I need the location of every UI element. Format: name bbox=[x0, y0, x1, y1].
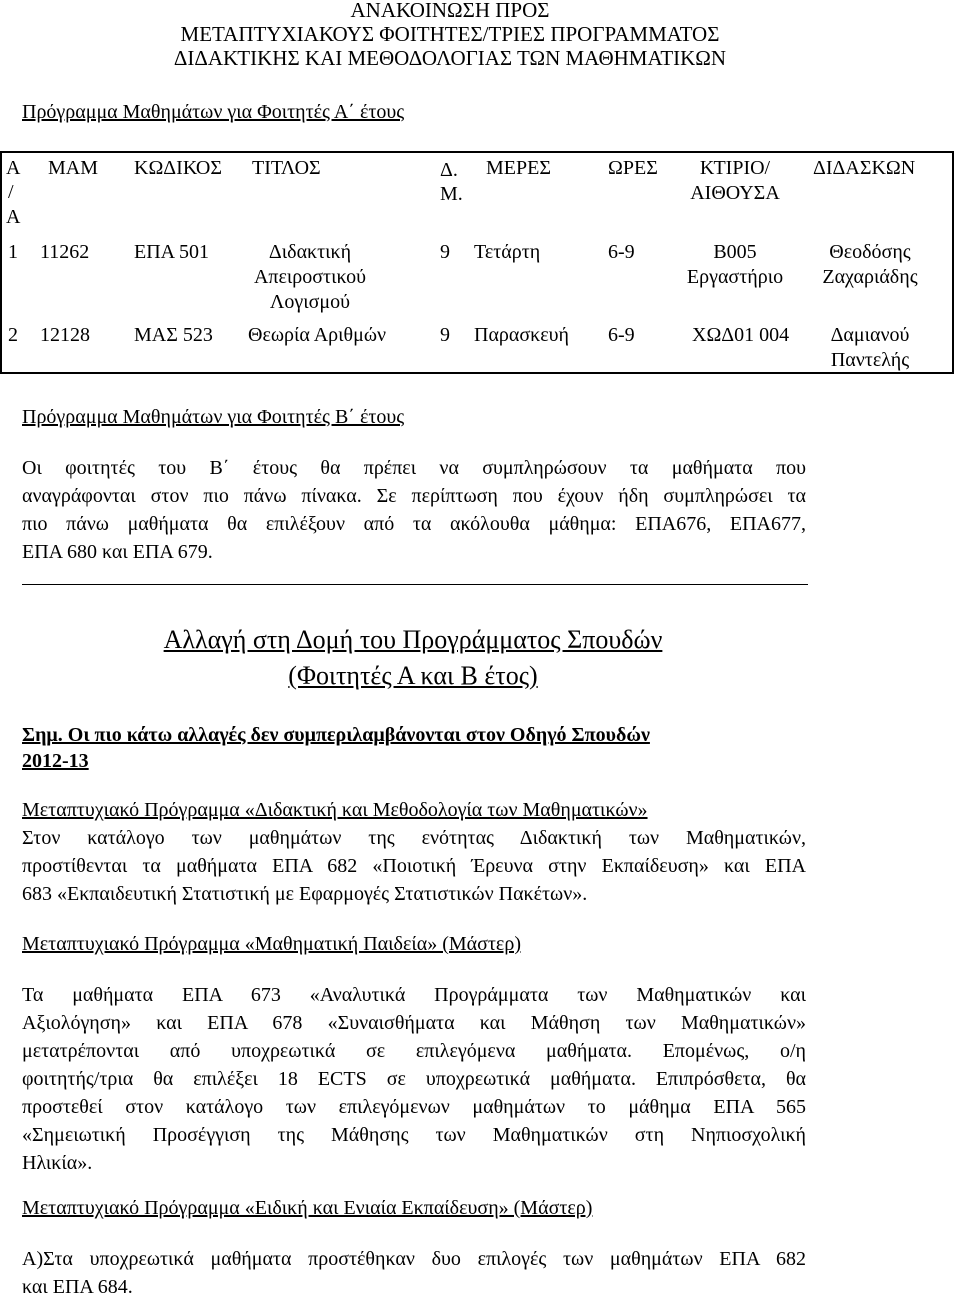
table-header-room-1: ΚΤΙΡΙΟ/ bbox=[699, 157, 771, 179]
program-2-line-2: Αξιολόγηση» και ΕΠΑ 678 «Συναισθήματα και Μάθηση των Μαθηματικών» bbox=[22, 1012, 806, 1034]
table-row-1-title-2: Απειροστικού bbox=[253, 266, 367, 288]
section-b-line-3: πιο πάνω μαθήματα θα επιλέξουν από τα ακόλουθα μάθημα: ΕΠΑ676, ΕΠΑ677, bbox=[22, 513, 806, 535]
table-header-code: ΚΩΔΙΚΟΣ bbox=[134, 157, 222, 179]
program-2-line-3: μετατρέπονται από υποχρεωτικά σε επιλεγόμενα μαθήματα. Επομένως, ο/η bbox=[22, 1040, 806, 1062]
header-line-2: ΜΕΤΑΠΤΥΧΙΑΚΟΥΣ ΦΟΙΤΗΤΕΣ/ΤΡΙΕΣ ΠΡΟΓΡΑΜΜΑΤΟΣ bbox=[180, 22, 720, 46]
program-3-paragraph bbox=[22, 1245, 806, 1301]
table-row-1-mam: 11262 bbox=[40, 241, 90, 263]
horizontal-divider bbox=[22, 584, 808, 585]
table-row-1-title-3: Λογισμού bbox=[269, 291, 351, 313]
program-2-paragraph bbox=[22, 981, 806, 1177]
table-row-2-day: Παρασκευή bbox=[474, 324, 569, 346]
section-b-paragraph bbox=[22, 454, 806, 566]
table-header-dm-2: Μ. bbox=[440, 183, 463, 205]
change-title-line-2: (Φοιτητές Α και Β έτος) bbox=[288, 661, 538, 690]
table-row-1-title-1: Διδακτική bbox=[268, 241, 352, 263]
table-row-2-mam: 12128 bbox=[40, 324, 90, 346]
table-row-2-aa: 2 bbox=[8, 324, 18, 346]
header-line-1: ΑΝΑΚΟΙΝΩΣΗ ΠΡΟΣ bbox=[350, 0, 550, 22]
program-1-title: Μεταπτυχιακό Πρόγραμμα «Διδακτική και Μεθοδολογία των Μαθηματικών» bbox=[22, 799, 648, 821]
program-2-line-7: Ηλικία». bbox=[22, 1152, 93, 1174]
program-2-line-1: Τα μαθήματα ΕΠΑ 673 «Αναλυτικά Προγράμματα των Μαθηματικών και bbox=[22, 984, 806, 1006]
table-row-1-room-2: Εργαστήριο bbox=[686, 266, 784, 288]
table-header-hours: ΩΡΕΣ bbox=[608, 157, 658, 179]
table-row-2-teacher-1: Δαμιανού bbox=[830, 324, 910, 346]
table-row-1-code: ΕΠΑ 501 bbox=[134, 241, 209, 263]
table-header-aa-1: Α bbox=[6, 157, 21, 179]
note-line-1: Σημ. Οι πιο κάτω αλλαγές δεν συμπεριλαμβάνονται στον Οδηγό Σπουδών bbox=[22, 724, 650, 746]
program-2-line-5: προστεθεί στον κατάλογο των επιλεγόμενων μαθημάτων το μάθημα ΕΠΑ 565 bbox=[22, 1096, 806, 1118]
section-b-title: Πρόγραμμα Μαθημάτων για Φοιτητές Β΄ έτους bbox=[22, 406, 405, 428]
table-row-1-dm: 9 bbox=[440, 241, 450, 263]
header-line-3: ΔΙΔΑΚΤΙΚΗΣ ΚΑΙ ΜΕΘΟΔΟΛΟΓΙΑΣ ΤΩΝ ΜΑΘΗΜΑΤΙΚΩΝ bbox=[173, 46, 727, 70]
note-line-2: 2012-13 bbox=[22, 750, 89, 772]
section-b-line-2: αναγράφονται στον πιο πάνω πίνακα. Σε περίπτωση που έχουν ήδη συμπληρώσει τα bbox=[22, 485, 806, 507]
program-2-line-6: «Σημειωτική Προσέγγιση της Μάθησης των Μαθηματικών στη Νηπιοσχολική bbox=[22, 1124, 806, 1146]
table-row-1-teacher-1: Θεοδόσης bbox=[829, 241, 911, 263]
table-header-days: ΜΕΡΕΣ bbox=[486, 157, 551, 179]
section-b-line-4: ΕΠΑ 680 και ΕΠΑ 679. bbox=[22, 541, 213, 563]
table-header-mam: ΜΑΜ bbox=[48, 157, 99, 179]
program-3-line-1: Α)Στα υποχρεωτικά μαθήματα προστέθηκαν δυο επιλογές των μαθημάτων ΕΠΑ 682 bbox=[22, 1248, 806, 1270]
program-2-title: Μεταπτυχιακό Πρόγραμμα «Μαθηματική Παιδεία» (Μάστερ) bbox=[22, 933, 521, 955]
program-1-line-3: 683 «Εκπαιδευτική Στατιστική με Εφαρμογές Στατιστικών Πακέτων». bbox=[22, 883, 588, 905]
table-header-aa-3: Α bbox=[6, 206, 21, 228]
table-header-dm-1: Δ. bbox=[440, 159, 458, 181]
table-row-1-day: Τετάρτη bbox=[474, 241, 541, 263]
change-title-line-1: Αλλαγή στη Δομή του Προγράμματος Σπουδών bbox=[163, 625, 663, 654]
table-row-2-code: ΜΑΣ 523 bbox=[134, 324, 213, 346]
table-header-room-2: ΑΙΘΟΥΣΑ bbox=[690, 182, 780, 204]
program-1-line-2: προστίθενται τα μαθήματα ΕΠΑ 682 «Ποιοτική Έρευνα στην Εκπαίδευση» και ΕΠΑ bbox=[22, 855, 806, 877]
table-row-2-room: ΧΩΔ01 004 bbox=[692, 324, 790, 346]
table-header-title: ΤΙΤΛΟΣ bbox=[252, 157, 321, 179]
table-row-1-teacher-2: Ζαχαριάδης bbox=[822, 266, 918, 288]
program-3-title: Μεταπτυχιακό Πρόγραμμα «Ειδική και Ενιαία Εκπαίδευση» (Μάστερ) bbox=[22, 1197, 593, 1219]
program-1-line-1: Στον κατάλογο των μαθημάτων της ενότητας Διδακτική των Μαθηματικών, bbox=[22, 827, 806, 849]
table-row-2-title: Θεωρία Αριθμών bbox=[248, 324, 387, 346]
program-2-line-4: φοιτητής/τρια θα επιλέξει 18 ECTS σε υποχρεωτικά μαθήματα. Επιπρόσθετα, θα bbox=[22, 1068, 806, 1090]
table-row-2-teacher-2: Παντελής bbox=[830, 349, 910, 371]
program-3-line-2: και ΕΠΑ 684. bbox=[22, 1276, 133, 1298]
table-header-aa-2: / bbox=[8, 181, 14, 203]
table-row-1-room-1: Β005 bbox=[713, 241, 757, 263]
table-row-2-dm: 9 bbox=[440, 324, 450, 346]
table-row-1-hours: 6-9 bbox=[608, 241, 635, 263]
table-row-2-hours: 6-9 bbox=[608, 324, 635, 346]
section-b-line-1: Οι φοιτητές του Β΄ έτους θα πρέπει να συμπληρώσουν τα μαθήματα που bbox=[22, 457, 806, 479]
table-header-teacher: ΔΙΔΑΣΚΩΝ bbox=[813, 157, 916, 179]
section-a-title: Πρόγραμμα Μαθημάτων για Φοιτητές Α΄ έτους bbox=[22, 101, 405, 123]
table-row-1-aa: 1 bbox=[8, 241, 18, 263]
program-1-paragraph bbox=[22, 824, 806, 908]
